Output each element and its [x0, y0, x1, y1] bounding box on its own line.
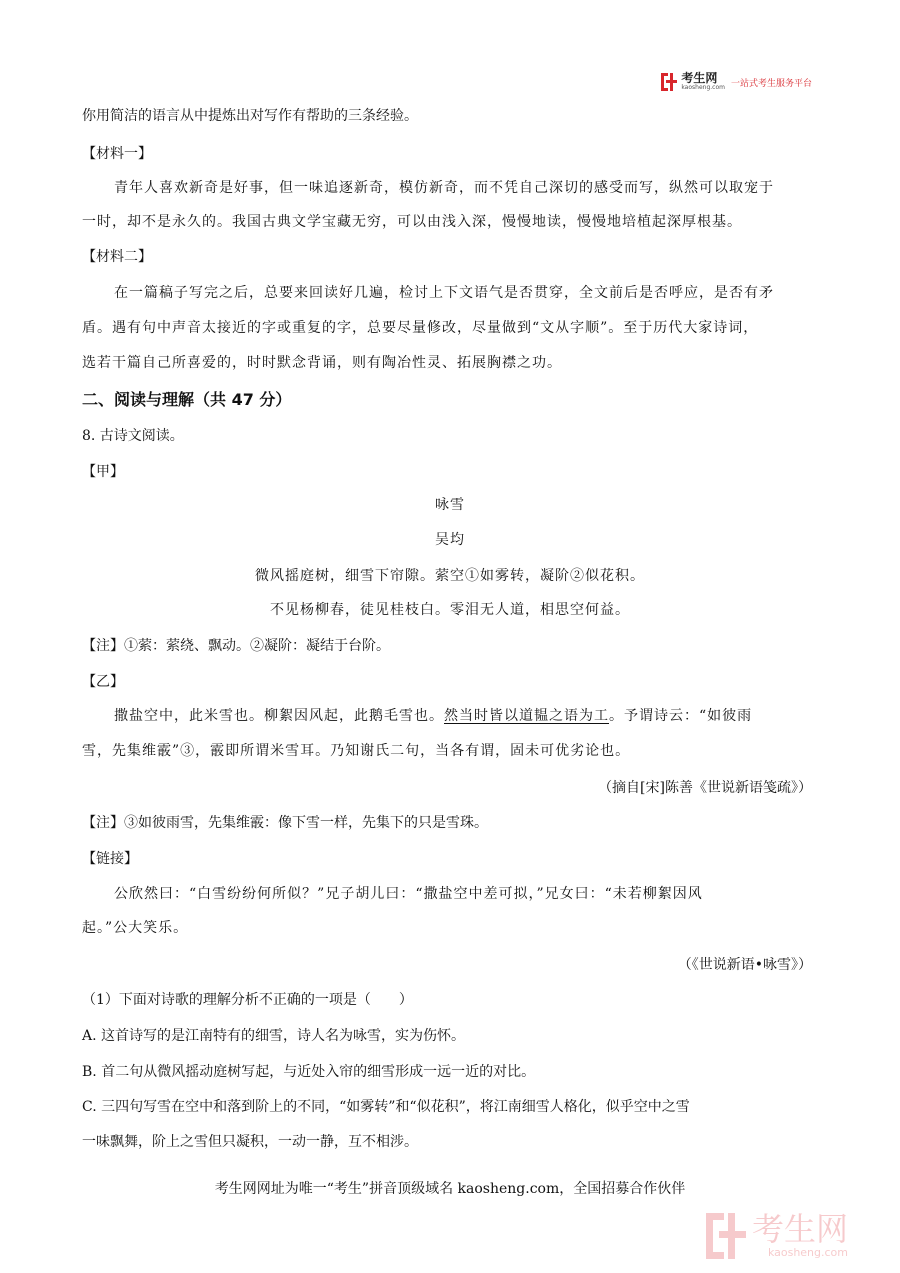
question-stem: （1）下面对诗歌的理解分析不正确的一项是（ ）	[82, 992, 413, 1008]
material1-line: 一时，却不是永久的。我国古典文学宝藏无穷，可以由浅入深，慢慢地读，慢慢地培植起深厚根基。	[82, 214, 742, 230]
material2-line: 选若干篇自己所喜爱的，时时默念背诵，则有陶冶性灵、拓展胸襟之功。	[82, 355, 562, 371]
link-source: （《世说新语•咏雪》）	[677, 957, 812, 973]
header-logo	[661, 72, 812, 92]
poem-line: 微风摇庭树，细雪下帘隙。萦空①如雾转，凝阶②似花积。	[255, 568, 645, 584]
jia-label: 【甲】	[82, 464, 124, 480]
option-c-continued: 一味飘舞，阶上之雪但只凝积，一动一静，互不相涉。	[82, 1134, 418, 1150]
yi-line	[114, 706, 752, 726]
intro-text: 你用简洁的语言从中提炼出对写作有帮助的三条经验。	[82, 108, 418, 124]
link-label: 【链接】	[82, 851, 138, 867]
option-b: B. 首二句从微风摇动庭树写起，与近处入帘的细雪形成一远一近的对比。	[82, 1064, 536, 1080]
material1-label: 【材料一】	[82, 146, 152, 162]
logo-icon	[661, 73, 677, 91]
section-title: 二、阅读与理解（共 47 分）	[82, 390, 292, 409]
yi-text: 。予谓诗云：“如彼雨	[609, 708, 753, 724]
yi-label: 【乙】	[82, 674, 124, 690]
yi-note: 【注】③如彼雨雪，先集维霰：像下雪一样，先集下的只是雪珠。	[82, 815, 488, 831]
poem-title: 咏雪	[435, 497, 465, 513]
logo-name: 考生网	[681, 71, 718, 85]
link-line: 公欣然曰：“白雪纷纷何所似？”兄子胡儿曰：“撒盐空中差可拟，”兄女曰：“未若柳絮因风	[114, 886, 703, 902]
yi-source: （摘自[宋]陈善《世说新语笺疏》）	[598, 780, 812, 796]
yi-underlined-sentence: 然当时皆以道韫之语为工	[444, 708, 609, 724]
yi-line: 雪，先集维霰”③，霰即所谓米雪耳。乃知谢氏二句，当各有谓，固未可优劣论也。	[82, 743, 631, 759]
watermark-domain: kaosheng.com	[767, 1246, 848, 1259]
yi-text: 撒盐空中，此米雪也。柳絮因风起，此鹅毛雪也。	[114, 708, 444, 724]
jia-note: 【注】①萦：萦绕、飘动。②凝阶：凝结于台阶。	[82, 638, 390, 654]
watermark-logo-icon	[706, 1213, 746, 1259]
material1-line: 青年人喜欢新奇是好事，但一味追逐新奇，模仿新奇，而不凭自己深切的感受而写，纵然可以取宠于	[114, 180, 774, 196]
poem-author: 吴均	[435, 532, 465, 548]
link-line: 起。”公大笑乐。	[82, 920, 189, 936]
option-c: C. 三四句写雪在空中和落到阶上的不同，“如雾转”和“似花积”，将江南细雪人格化，似乎空中之雪	[82, 1099, 690, 1115]
watermark-name: 考生网	[751, 1210, 848, 1248]
logo-domain: kaosheng.com	[681, 84, 725, 91]
page-footer: 考生网网址为唯一“考生”拼音顶级域名 kaosheng.com，全国招募合作伙伴	[214, 1181, 686, 1197]
material2-line: 盾。遇有句中声音太接近的字或重复的字，总要尽量修改，尽量做到“文从字顺”。至于历代大家诗词，	[82, 320, 759, 336]
poem-line: 不见杨柳春，徒见桂枝白。零泪无人道，相思空何益。	[270, 602, 630, 618]
watermark	[706, 1212, 848, 1259]
header-slogan: 一站式考生服务平台	[730, 78, 812, 89]
material2-line: 在一篇稿子写完之后，总要来回读好几遍，检讨上下文语气是否贯穿，全文前后是否呼应，是否有矛	[114, 285, 774, 301]
option-a: A. 这首诗写的是江南特有的细雪，诗人名为咏雪，实为伤怀。	[82, 1028, 466, 1044]
q8-title: 8. 古诗文阅读。	[82, 428, 184, 444]
material2-label: 【材料二】	[82, 249, 152, 265]
